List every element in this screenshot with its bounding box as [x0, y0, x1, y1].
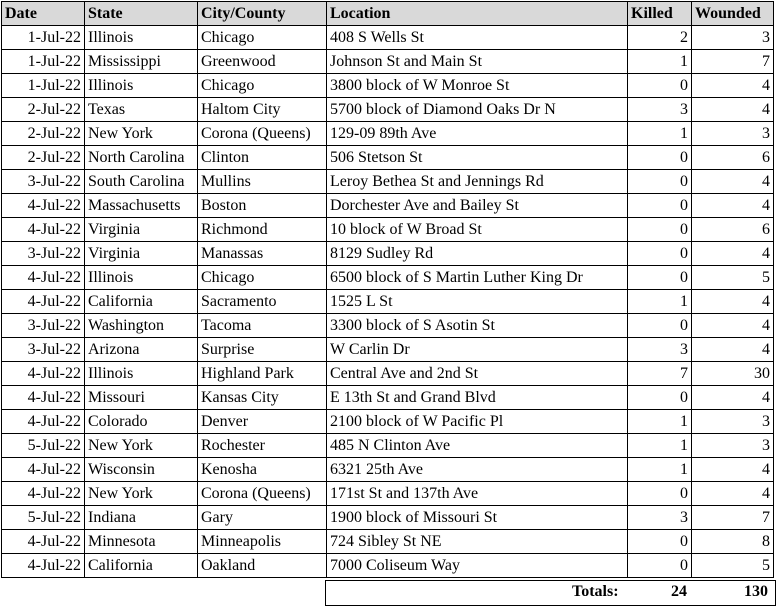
header-killed: Killed	[628, 2, 692, 26]
cell-killed: 0	[628, 530, 692, 554]
cell-wounded: 7	[692, 506, 774, 530]
cell-wounded: 3	[692, 434, 774, 458]
cell-location: 6321 25th Ave	[327, 458, 628, 482]
cell-date: 4-Jul-22	[2, 410, 85, 434]
cell-wounded: 5	[692, 554, 774, 578]
header-wounded: Wounded	[692, 2, 774, 26]
cell-city-county: Denver	[198, 410, 327, 434]
table-row	[2, 410, 774, 434]
cell-state: Indiana	[85, 506, 198, 530]
cell-city-county: Tacoma	[198, 314, 327, 338]
cell-date: 1-Jul-22	[2, 26, 85, 50]
cell-state: Illinois	[85, 26, 198, 50]
cell-state: New York	[85, 482, 198, 506]
cell-state: Missouri	[85, 386, 198, 410]
cell-state: California	[85, 290, 198, 314]
cell-city-county: Manassas	[198, 242, 327, 266]
cell-location: 171st St and 137th Ave	[327, 482, 628, 506]
cell-location: 6500 block of S Martin Luther King Dr	[327, 266, 628, 290]
cell-location: 1525 L St	[327, 290, 628, 314]
cell-killed: 0	[628, 194, 692, 218]
cell-wounded: 4	[692, 338, 774, 362]
cell-killed: 7	[628, 362, 692, 386]
cell-wounded: 4	[692, 386, 774, 410]
table-row	[2, 194, 774, 218]
table-row	[2, 482, 774, 506]
cell-killed: 3	[628, 338, 692, 362]
cell-state: Washington	[85, 314, 198, 338]
cell-date: 3-Jul-22	[2, 338, 85, 362]
cell-killed: 3	[628, 506, 692, 530]
cell-wounded: 4	[692, 314, 774, 338]
cell-killed: 0	[628, 242, 692, 266]
cell-state: California	[85, 554, 198, 578]
cell-wounded: 4	[692, 482, 774, 506]
cell-killed: 1	[628, 458, 692, 482]
cell-city-county: Kenosha	[198, 458, 327, 482]
table-row	[2, 362, 774, 386]
cell-location: Central Ave and 2nd St	[327, 362, 628, 386]
cell-wounded: 4	[692, 194, 774, 218]
cell-city-county: Sacramento	[198, 290, 327, 314]
table-row	[2, 50, 774, 74]
cell-city-county: Oakland	[198, 554, 327, 578]
cell-location: 129-09 89th Ave	[327, 122, 628, 146]
cell-date: 4-Jul-22	[2, 386, 85, 410]
cell-wounded: 8	[692, 530, 774, 554]
table-row	[2, 98, 774, 122]
cell-state: Virginia	[85, 242, 198, 266]
header-location: Location	[327, 2, 628, 26]
cell-location: W Carlin Dr	[327, 338, 628, 362]
cell-state: Wisconsin	[85, 458, 198, 482]
cell-location: 1900 block of Missouri St	[327, 506, 628, 530]
cell-wounded: 5	[692, 266, 774, 290]
cell-date: 4-Jul-22	[2, 554, 85, 578]
cell-killed: 1	[628, 290, 692, 314]
cell-wounded: 7	[692, 50, 774, 74]
cell-killed: 0	[628, 170, 692, 194]
cell-state: Massachusetts	[85, 194, 198, 218]
cell-city-county: Corona (Queens)	[198, 482, 327, 506]
cell-killed: 3	[628, 98, 692, 122]
cell-location: 408 S Wells St	[327, 26, 628, 50]
cell-wounded: 3	[692, 122, 774, 146]
cell-date: 1-Jul-22	[2, 50, 85, 74]
cell-city-county: Chicago	[198, 266, 327, 290]
table-row	[2, 314, 774, 338]
cell-wounded: 6	[692, 218, 774, 242]
cell-date: 4-Jul-22	[2, 194, 85, 218]
table-row	[2, 386, 774, 410]
cell-killed: 1	[628, 434, 692, 458]
cell-date: 3-Jul-22	[2, 314, 85, 338]
table-row	[2, 434, 774, 458]
cell-city-county: Gary	[198, 506, 327, 530]
cell-killed: 0	[628, 146, 692, 170]
cell-killed: 0	[628, 386, 692, 410]
cell-city-county: Richmond	[198, 218, 327, 242]
totals-label: Totals:	[572, 583, 619, 600]
cell-date: 4-Jul-22	[2, 530, 85, 554]
cell-killed: 2	[628, 26, 692, 50]
cell-location: 10 block of W Broad St	[327, 218, 628, 242]
cell-wounded: 30	[692, 362, 774, 386]
totals-row	[325, 580, 776, 606]
cell-date: 4-Jul-22	[2, 218, 85, 242]
cell-state: Texas	[85, 98, 198, 122]
cell-date: 5-Jul-22	[2, 506, 85, 530]
cell-city-county: Haltom City	[198, 98, 327, 122]
cell-wounded: 6	[692, 146, 774, 170]
cell-city-county: Minneapolis	[198, 530, 327, 554]
table-row	[2, 170, 774, 194]
table-row	[2, 122, 774, 146]
totals-killed: 24	[671, 583, 687, 600]
cell-state: Illinois	[85, 74, 198, 98]
cell-date: 4-Jul-22	[2, 290, 85, 314]
cell-city-county: Chicago	[198, 74, 327, 98]
cell-date: 2-Jul-22	[2, 146, 85, 170]
cell-city-county: Surprise	[198, 338, 327, 362]
cell-location: Leroy Bethea St and Jennings Rd	[327, 170, 628, 194]
table-row	[2, 458, 774, 482]
cell-killed: 0	[628, 266, 692, 290]
cell-city-county: Chicago	[198, 26, 327, 50]
cell-state: New York	[85, 434, 198, 458]
cell-wounded: 4	[692, 170, 774, 194]
cell-location: Dorchester Ave and Bailey St	[327, 194, 628, 218]
table-row	[2, 146, 774, 170]
cell-killed: 1	[628, 122, 692, 146]
cell-city-county: Kansas City	[198, 386, 327, 410]
cell-state: New York	[85, 122, 198, 146]
table-row	[2, 266, 774, 290]
cell-killed: 0	[628, 74, 692, 98]
cell-city-county: Mullins	[198, 170, 327, 194]
cell-location: 2100 block of W Pacific Pl	[327, 410, 628, 434]
cell-date: 4-Jul-22	[2, 458, 85, 482]
cell-killed: 1	[628, 410, 692, 434]
cell-city-county: Corona (Queens)	[198, 122, 327, 146]
cell-state: Arizona	[85, 338, 198, 362]
cell-wounded: 4	[692, 74, 774, 98]
cell-city-county: Highland Park	[198, 362, 327, 386]
cell-location: 5700 block of Diamond Oaks Dr N	[327, 98, 628, 122]
cell-city-county: Clinton	[198, 146, 327, 170]
table-row	[2, 242, 774, 266]
cell-killed: 0	[628, 314, 692, 338]
cell-state: Virginia	[85, 218, 198, 242]
cell-location: 506 Stetson St	[327, 146, 628, 170]
cell-date: 1-Jul-22	[2, 74, 85, 98]
cell-state: North Carolina	[85, 146, 198, 170]
cell-state: Illinois	[85, 362, 198, 386]
table-row	[2, 74, 774, 98]
cell-date: 5-Jul-22	[2, 434, 85, 458]
cell-wounded: 3	[692, 26, 774, 50]
table-row	[2, 506, 774, 530]
table-row	[2, 26, 774, 50]
header-state: State	[85, 2, 198, 26]
cell-city-county: Rochester	[198, 434, 327, 458]
cell-location: Johnson St and Main St	[327, 50, 628, 74]
cell-wounded: 4	[692, 242, 774, 266]
cell-state: Minnesota	[85, 530, 198, 554]
totals-wounded: 130	[744, 583, 768, 600]
cell-location: 8129 Sudley Rd	[327, 242, 628, 266]
table-row	[2, 218, 774, 242]
cell-date: 4-Jul-22	[2, 482, 85, 506]
cell-killed: 0	[628, 218, 692, 242]
cell-city-county: Greenwood	[198, 50, 327, 74]
cell-state: Colorado	[85, 410, 198, 434]
cell-state: Illinois	[85, 266, 198, 290]
cell-date: 2-Jul-22	[2, 98, 85, 122]
header-row	[2, 2, 774, 26]
table-row	[2, 530, 774, 554]
cell-location: 7000 Coliseum Way	[327, 554, 628, 578]
cell-wounded: 3	[692, 410, 774, 434]
cell-state: Mississippi	[85, 50, 198, 74]
header-city-county: City/County	[198, 2, 327, 26]
cell-date: 3-Jul-22	[2, 170, 85, 194]
cell-location: 3300 block of S Asotin St	[327, 314, 628, 338]
cell-wounded: 4	[692, 458, 774, 482]
header-date: Date	[2, 2, 85, 26]
cell-killed: 0	[628, 482, 692, 506]
cell-killed: 1	[628, 50, 692, 74]
cell-wounded: 4	[692, 290, 774, 314]
cell-date: 4-Jul-22	[2, 362, 85, 386]
cell-date: 4-Jul-22	[2, 266, 85, 290]
cell-location: 724 Sibley St NE	[327, 530, 628, 554]
cell-wounded: 4	[692, 98, 774, 122]
table-row	[2, 290, 774, 314]
table-row	[2, 554, 774, 578]
cell-date: 3-Jul-22	[2, 242, 85, 266]
cell-state: South Carolina	[85, 170, 198, 194]
cell-killed: 0	[628, 554, 692, 578]
cell-location: E 13th St and Grand Blvd	[327, 386, 628, 410]
table-row	[2, 338, 774, 362]
cell-date: 2-Jul-22	[2, 122, 85, 146]
cell-location: 3800 block of W Monroe St	[327, 74, 628, 98]
cell-city-county: Boston	[198, 194, 327, 218]
shootings-table	[1, 1, 774, 578]
cell-location: 485 N Clinton Ave	[327, 434, 628, 458]
